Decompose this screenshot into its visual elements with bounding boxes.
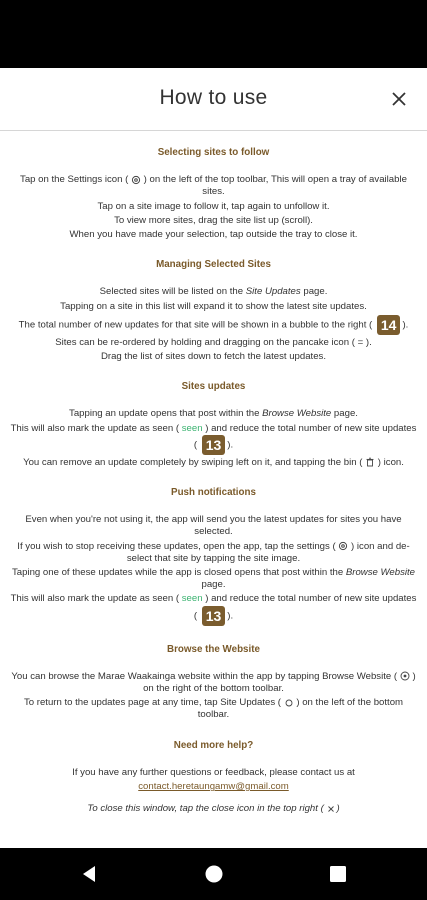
text: This will also mark the update as seen (: [10, 422, 180, 434]
section-title: Need more help?: [173, 739, 254, 751]
dialog-content: [0, 131, 427, 816]
text: page.: [331, 408, 358, 420]
text: If you wish to stop receiving these updates, open the app, tap the settings (: [17, 540, 336, 552]
bin-icon: [365, 457, 375, 467]
paragraph: [8, 697, 419, 721]
back-triangle-icon[interactable]: [80, 864, 100, 884]
count-badge: 14: [377, 315, 401, 335]
paragraph: To view more sites, drag the site list up (scroll).: [114, 214, 313, 226]
paragraph: [8, 408, 419, 420]
text: ) and reduce the total number of new site updates (: [193, 422, 417, 451]
section-managing: [8, 259, 419, 363]
settings-icon: [131, 175, 141, 185]
dialog-header: [0, 68, 427, 131]
section-updates: [8, 381, 419, 469]
paragraph: Sites can be re-ordered by holding and dragging on the pancake icon ( = ).: [55, 336, 372, 348]
text: This will also mark the update as seen (: [10, 593, 180, 605]
seen-label: seen: [181, 593, 203, 605]
status-bar: [0, 0, 427, 68]
text: ): [336, 803, 340, 815]
seen-label: seen: [181, 422, 203, 434]
paragraph: [8, 567, 419, 591]
updates-icon: [284, 698, 294, 708]
paragraph: [8, 423, 419, 455]
section-title: Sites updates: [181, 381, 246, 393]
text: ).: [227, 439, 234, 451]
closing-note: [8, 803, 419, 815]
settings-icon: [338, 541, 348, 551]
section-push: [8, 487, 419, 626]
section-title: Push notifications: [171, 487, 256, 499]
text-emphasis: Browse Website: [345, 567, 415, 579]
text-emphasis: Site Updates: [245, 286, 301, 298]
section-title: Managing Selected Sites: [156, 259, 271, 271]
text: ) on the left of the top toolbar, This will open a tray of available sites.: [143, 174, 407, 198]
paragraph: [8, 457, 419, 469]
text: ) on the right of the bottom toolbar.: [143, 670, 416, 695]
paragraph: Even when you're not using it, the app will send you the latest updates for sites you have selected.: [25, 514, 402, 538]
paragraph: [8, 671, 419, 695]
text: ).: [402, 319, 409, 331]
text: To close this window, tap the close icon in the top right (: [87, 803, 324, 815]
section-selecting: [8, 147, 419, 241]
text: To return to the updates page at any time, tap Site Updates (: [23, 697, 282, 709]
section-title: Browse the Website: [167, 643, 260, 655]
home-circle-icon[interactable]: [204, 864, 224, 884]
text: ).: [227, 610, 234, 622]
paragraph: [8, 781, 419, 793]
paragraph: [8, 593, 419, 625]
paragraph: Drag the list of sites down to fetch the latest updates.: [100, 351, 327, 363]
text: ) on the left of the bottom toolbar.: [197, 697, 404, 721]
recents-square-icon[interactable]: [328, 864, 348, 884]
text: You can remove an update completely by swiping left on it, and tapping the bin (: [23, 456, 363, 468]
paragraph: Tapping on a site in this list will expand it to show the latest site updates.: [60, 300, 367, 312]
text: ) icon and de-select that site by tapping the site image.: [126, 540, 410, 564]
text: Taping one of these updates while the app is closed opens that post within the: [11, 567, 346, 579]
text: Selected sites will be listed on the: [99, 286, 246, 298]
text: page.: [300, 286, 328, 298]
close-small-icon: [326, 804, 336, 814]
text-emphasis: Browse Website: [262, 408, 332, 420]
close-icon[interactable]: [387, 87, 411, 111]
paragraph: [8, 174, 419, 198]
section-help: [8, 740, 419, 816]
paragraph: [8, 286, 419, 298]
section-browse: [8, 644, 419, 722]
paragraph: If you have any further questions or feedback, please contact us at: [72, 766, 355, 778]
text: ) and reduce the total number of new site updates (: [193, 593, 417, 622]
paragraph: [8, 315, 419, 335]
paragraph: When you have made your selection, tap outside the tray to close it.: [69, 229, 358, 241]
text: Tapping an update opens that post within the: [69, 408, 263, 420]
section-title: Selecting sites to follow: [157, 147, 270, 158]
text: ) icon.: [377, 456, 404, 468]
text: page.: [201, 579, 226, 591]
text: The total number of new updates for that site will be shown in a bubble to the right (: [18, 319, 373, 331]
compass-icon: [400, 671, 410, 681]
count-badge: 13: [202, 435, 226, 455]
paragraph: [8, 541, 419, 565]
how-to-use-dialog: [0, 68, 427, 848]
dialog-title: How to use: [159, 86, 268, 109]
system-nav-bar: [0, 848, 427, 900]
text: You can browse the Marae Waakainga website within the app by tapping Browse Website (: [11, 670, 398, 682]
count-badge: 13: [202, 606, 226, 626]
contact-email-link[interactable]: contact.heretaungamw@gmail.com: [138, 781, 289, 793]
paragraph: Tap on a site image to follow it, tap again to unfollow it.: [97, 200, 330, 212]
text: Tap on the Settings icon (: [20, 174, 129, 186]
